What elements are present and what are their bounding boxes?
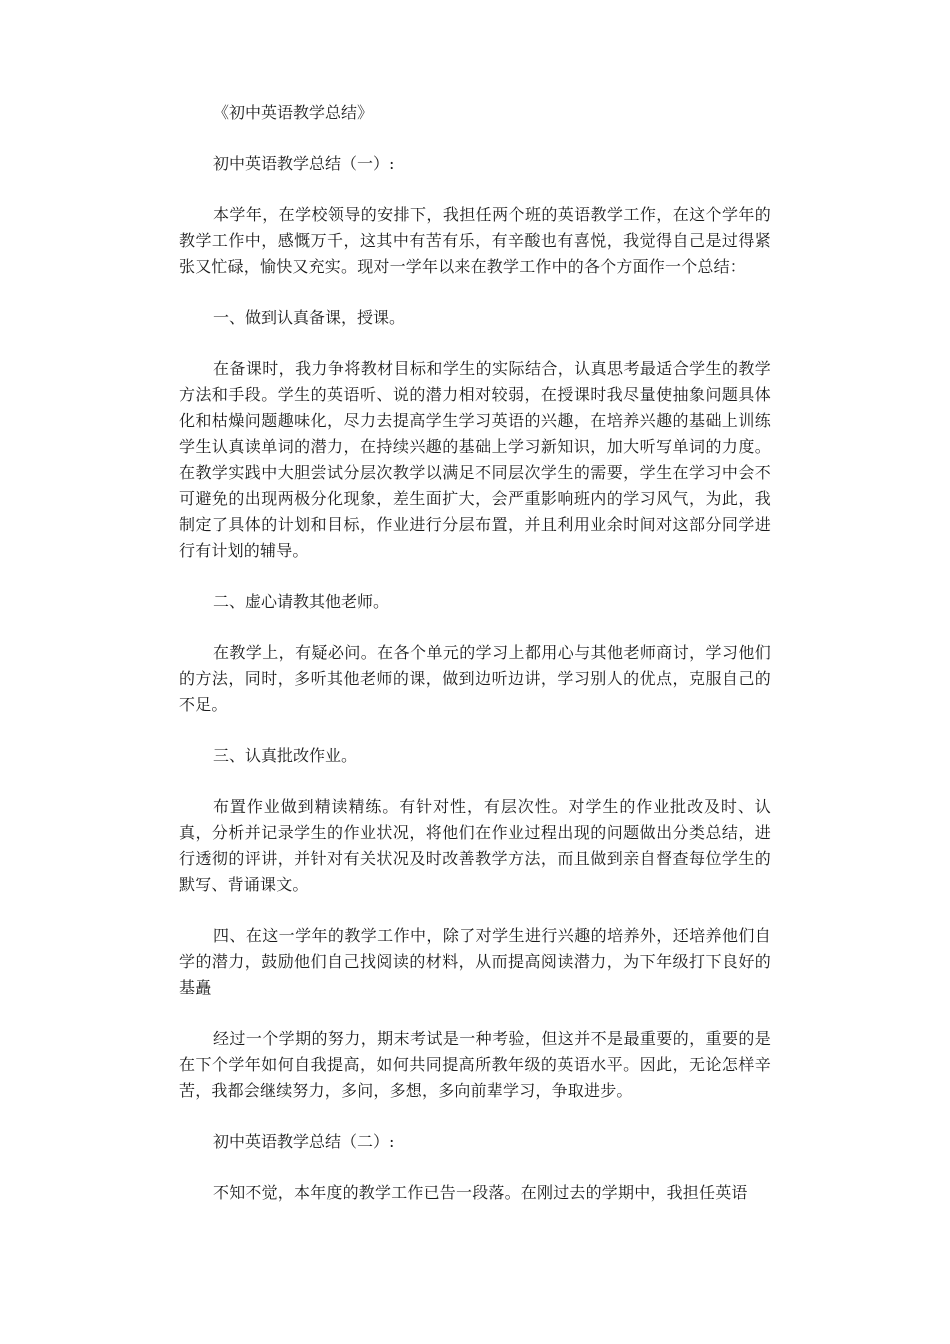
section-heading-part1: 初中英语教学总结（一）: (213, 154, 395, 173)
document-page (179, 100, 771, 1206)
paragraph: 布置作业做到精读精练。有针对性，有层次性。对学生的作业批改及时、认真，分析并记录学生的作业状况，将他们在作业过程出现的问题做出分类总结，进行透彻的评讲，并针对有关状况及时改善教学方法，而且做到亲自督查每位学生的默写、背诵课文。 (179, 797, 771, 894)
section-heading: 一、做到认真备课，授课。 (213, 308, 406, 327)
document-title: 《初中英语教学总结》 (213, 103, 374, 122)
section-heading: 三、认真批改作业。 (213, 746, 358, 765)
paragraph: 在教学上，有疑必问。在各个单元的学习上都用心与其他老师商讨，学习他们的方法，同时，多听其他老师的课，做到边听边讲，学习别人的优点，克服自己的不足。 (179, 643, 771, 714)
paragraph: 四、在这一学年的教学工作中，除了对学生进行兴趣的培养外，还培养他们自学的潜力，鼓励他们自己找阅读的材料，从而提高阅读潜力，为下年级打下良好的基矗 (179, 926, 771, 997)
paragraph: 在备课时，我力争将教材目标和学生的实际结合，认真思考最适合学生的教学方法和手段。学生的英语听、说的潜力相对较弱，在授课时我尽量使抽象问题具体化和枯燥问题趣味化，尽力去提高学生学习英语的兴趣，在培养兴趣的基础上训练学生认真读单词的潜力，在持续兴趣的基础上学习新知识，加大听写单词的力度。在教学实践中大胆尝试分层次教学以满足不同层次学生的需要，学生在学习中会不可避免的出现两极分化现象，差生面扩大，会严重影响班内的学习风气，为此，我制定了具体的计划和目标，作业进行分层布置，并且利用业余时间对这部分同学进行有计划的辅导。 (179, 359, 771, 560)
section-heading: 二、虚心请教其他老师。 (213, 592, 390, 611)
paragraph: 不知不觉，本年度的教学工作已告一段落。在刚过去的学期中，我担任英语 (213, 1183, 748, 1202)
section-heading-part2: 初中英语教学总结（二）: (213, 1132, 395, 1151)
paragraph: 经过一个学期的努力，期末考试是一种考验，但这并不是最重要的，重要的是在下个学年如何自我提高，如何共同提高所教年级的英语水平。因此，无论怎样辛苦，我都会继续努力，多问，多想，多向前辈学习，争取进步。 (179, 1029, 771, 1100)
paragraph: 本学年，在学校领导的安排下，我担任两个班的英语教学工作，在这个学年的教学工作中，感慨万千，这其中有苦有乐，有辛酸也有喜悦，我觉得自己是过得紧张又忙碌，愉快又充实。现对一学年以来在教学工作中的各个方面作一个总结： (179, 205, 771, 276)
